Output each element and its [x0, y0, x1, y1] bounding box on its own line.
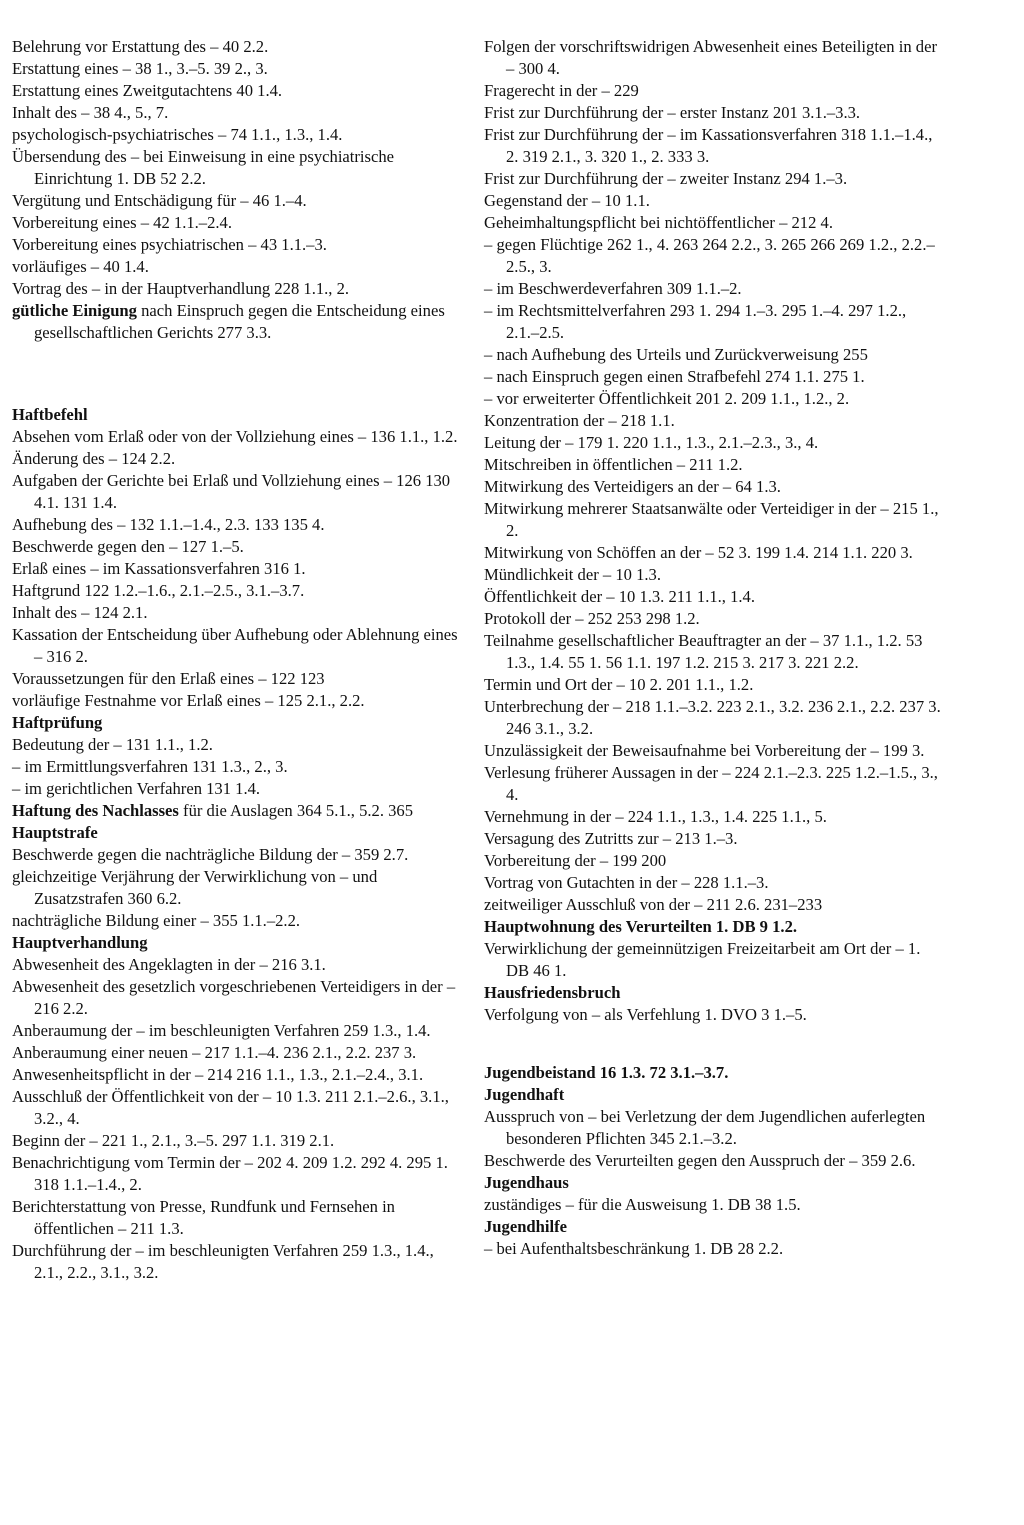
headword-jugendhaft: Jugendhaft — [484, 1085, 565, 1104]
index-entry: – bei Aufenthaltsbeschränkung 1. DB 28 2.2. — [484, 1239, 784, 1258]
headword: Haftung des Nachlasses — [12, 801, 179, 820]
index-entry: – im gerichtlichen Verfahren 131 1.4. — [12, 779, 261, 798]
index-subentry: – nach Aufhebung des Urteils und Zurückverweisung 255 — [484, 345, 868, 364]
index-subentry: – nach Einspruch gegen einen Strafbefehl 274 1.1. 275 1. — [484, 367, 865, 386]
index-entry: Inhalt des – 38 4., 5., 7. — [12, 103, 169, 122]
index-entry: Mündlichkeit der – 10 1.3. — [484, 565, 661, 584]
index-entry: zeitweiliger Ausschluß von der – 211 2.6. 231–233 — [484, 895, 823, 914]
index-entry: Gegenstand der – 10 1.1. — [484, 191, 650, 210]
index-entry: Beginn der – 221 1., 2.1., 3.–5. 297 1.1. 319 2.1. — [12, 1131, 335, 1150]
index-entry-guetliche-einigung — [12, 300, 466, 344]
index-entry: vorläufige Festnahme vor Erlaß eines – 125 2.1., 2.2. — [12, 691, 365, 710]
index-entry: Vergütung und Entschädigung für – 46 1.–4. — [12, 191, 307, 210]
index-entry: gleichzeitige Verjährung der Verwirklichung von – und Zusatzstrafen 360 6.2. — [12, 867, 378, 908]
index-entry: Anberaumung der – im beschleunigten Verfahren 259 1.3., 1.4. — [12, 1021, 431, 1040]
index-entry: Belehrung vor Erstattung des – 40 2.2. — [12, 37, 269, 56]
index-entry: Abwesenheit des gesetzlich vorgeschriebenen Verteidigers in der – 216 2.2. — [12, 977, 456, 1018]
index-entry: Änderung des – 124 2.2. — [12, 449, 176, 468]
index-entry: Anberaumung einer neuen – 217 1.1.–4. 236 2.1., 2.2. 237 3. — [12, 1043, 417, 1062]
index-entry: Frist zur Durchführung der – im Kassationsverfahren 318 1.1.–1.4., 2. 319 2.1., 3. 320 1., 2. 333 3. — [484, 125, 933, 166]
index-entry: Bedeutung der – 131 1.1., 1.2. — [12, 735, 213, 754]
index-entry: Vorbereitung der – 199 200 — [484, 851, 667, 870]
index-entry: Voraussetzungen für den Erlaß eines – 122 123 — [12, 669, 325, 688]
index-entry: Erstattung eines – 38 1., 3.–5. 39 2., 3. — [12, 59, 268, 78]
left-column — [12, 36, 466, 1284]
entry-text: nach Einspruch gegen die Entscheidung eines gesellschaftlichen Gerichts 277 3.3. — [34, 301, 445, 342]
headword-hauptstrafe: Hauptstrafe — [12, 823, 98, 842]
index-subentry: – im Rechtsmittelverfahren 293 1. 294 1.–3. 295 1.–4. 297 1.2., 2.1.–2.5. — [484, 301, 907, 342]
entry-text: für die Auslagen 364 5.1., 5.2. 365 — [183, 801, 414, 820]
index-entry: Absehen vom Erlaß oder von der Vollziehung eines – 136 1.1., 1.2. — [12, 427, 458, 446]
spacer — [12, 344, 466, 404]
index-entry: Beschwerde gegen den – 127 1.–5. — [12, 537, 244, 556]
headword-haftpruefung: Haftprüfung — [12, 713, 103, 732]
index-entry: Kassation der Entscheidung über Aufhebung oder Ablehnung eines – 316 2. — [12, 625, 458, 666]
index-subentry: – gegen Flüchtige 262 1., 4. 263 264 2.2., 3. 265 266 269 1.2., 2.2.–2.5., 3. — [484, 235, 935, 276]
index-entry: vorläufiges – 40 1.4. — [12, 257, 149, 276]
index-entry: psychologisch-psychiatrisches – 74 1.1., 1.3., 1.4. — [12, 125, 343, 144]
index-entry: Anwesenheitspflicht in der – 214 216 1.1., 1.3., 2.1.–2.4., 3.1. — [12, 1065, 424, 1084]
index-entry: Erlaß eines – im Kassationsverfahren 316 1. — [12, 559, 306, 578]
index-subentry: – im Beschwerdeverfahren 309 1.1.–2. — [484, 279, 742, 298]
headword-hauptwohnung: Hauptwohnung des Verurteilten 1. DB 9 1.2. — [484, 917, 798, 936]
index-entry: Aufgaben der Gerichte bei Erlaß und Vollziehung eines – 126 130 4.1. 131 1.4. — [12, 471, 451, 512]
headword-hausfriedensbruch: Hausfriedensbruch — [484, 983, 621, 1002]
index-entry: Ausspruch von – bei Verletzung der dem Jugendlichen auferlegten besonderen Pflichten 345 2.1.–3.2. — [484, 1107, 926, 1148]
index-subentry: – vor erweiterter Öffentlichkeit 201 2. 209 1.1., 1.2., 2. — [484, 389, 850, 408]
index-entry: Vernehmung in der – 224 1.1., 1.3., 1.4. 225 1.1., 5. — [484, 807, 827, 826]
index-entry: Übersendung des – bei Einweisung in eine psychiatrische Einrichtung 1. DB 52 2.2. — [12, 147, 395, 188]
index-entry: Verlesung früherer Aussagen in der – 224 2.1.–2.3. 225 1.2.–1.5., 3., 4. — [484, 763, 938, 804]
index-entry: Frist zur Durchführung der – erster Instanz 201 3.1.–3.3. — [484, 103, 861, 122]
right-column — [484, 36, 942, 1260]
spacer — [484, 1026, 942, 1062]
index-entry: Termin und Ort der – 10 2. 201 1.1., 1.2. — [484, 675, 754, 694]
index-entry: Geheimhaltungspflicht bei nichtöffentlicher – 212 4. — [484, 213, 833, 232]
index-entry: Haftgrund 122 1.2.–1.6., 2.1.–2.5., 3.1.–3.7. — [12, 581, 305, 600]
index-entry: Konzentration der – 218 1.1. — [484, 411, 675, 430]
headword-jugendhilfe: Jugendhilfe — [484, 1217, 567, 1236]
index-entry: zuständiges – für die Ausweisung 1. DB 38 1.5. — [484, 1195, 801, 1214]
index-entry: Inhalt des – 124 2.1. — [12, 603, 148, 622]
index-entry: Unterbrechung der – 218 1.1.–3.2. 223 2.1., 3.2. 236 2.1., 2.2. 237 3. 246 3.1., 3.2. — [484, 697, 941, 738]
index-entry: Fragerecht in der – 229 — [484, 81, 639, 100]
index-entry: – im Ermittlungsverfahren 131 1.3., 2., 3. — [12, 757, 288, 776]
index-entry: Ausschluß der Öffentlichkeit von der – 10 1.3. 211 2.1.–2.6., 3.1., 3.2., 4. — [12, 1087, 449, 1128]
index-entry-haftung — [12, 800, 466, 822]
index-entry: Vorbereitung eines psychiatrischen – 43 1.1.–3. — [12, 235, 327, 254]
index-entry: Frist zur Durchführung der – zweiter Instanz 294 1.–3. — [484, 169, 848, 188]
index-entry: Leitung der – 179 1. 220 1.1., 1.3., 2.1.–2.3., 3., 4. — [484, 433, 819, 452]
index-entry: Durchführung der – im beschleunigten Verfahren 259 1.3., 1.4., 2.1., 2.2., 3.1., 3.2. — [12, 1241, 434, 1282]
index-entry: Benachrichtigung vom Termin der – 202 4. 209 1.2. 292 4. 295 1. 318 1.1.–1.4., 2. — [12, 1153, 448, 1194]
index-entry: Erstattung eines Zweitgutachtens 40 1.4. — [12, 81, 283, 100]
index-entry: Beschwerde des Verurteilten gegen den Ausspruch der – 359 2.6. — [484, 1151, 916, 1170]
index-entry: Vortrag des – in der Hauptverhandlung 228 1.1., 2. — [12, 279, 350, 298]
headword: gütliche Einigung — [12, 301, 137, 320]
index-entry: Mitschreiben in öffentlichen – 211 1.2. — [484, 455, 743, 474]
index-entry: Öffentlichkeit der – 10 1.3. 211 1.1., 1.4. — [484, 587, 755, 606]
index-entry: nachträgliche Bildung einer – 355 1.1.–2.2. — [12, 911, 301, 930]
index-entry: Mitwirkung von Schöffen an der – 52 3. 199 1.4. 214 1.1. 220 3. — [484, 543, 913, 562]
headword-hauptverhandlung: Hauptverhandlung — [12, 933, 148, 952]
index-entry: Versagung des Zutritts zur – 213 1.–3. — [484, 829, 738, 848]
index-entry: Beschwerde gegen die nachträgliche Bildung der – 359 2.7. — [12, 845, 409, 864]
headword-jugendhaus: Jugendhaus — [484, 1173, 569, 1192]
index-entry: Abwesenheit des Angeklagten in der – 216 3.1. — [12, 955, 326, 974]
headword-haftbefehl: Haftbefehl — [12, 405, 88, 424]
index-entry: Verfolgung von – als Verfehlung 1. DVO 3 1.–5. — [484, 1005, 807, 1024]
index-entry: Folgen der vorschriftswidrigen Abwesenheit eines Beteiligten in der – 300 4. — [484, 37, 937, 78]
index-entry: Verwirklichung der gemeinnützigen Freizeitarbeit am Ort der – 1. DB 46 1. — [484, 939, 921, 980]
index-entry: Protokoll der – 252 253 298 1.2. — [484, 609, 700, 628]
index-entry: Berichterstattung von Presse, Rundfunk und Fernsehen in öffentlichen – 211 1.3. — [12, 1197, 395, 1238]
index-entry: Aufhebung des – 132 1.1.–1.4., 2.3. 133 135 4. — [12, 515, 325, 534]
index-entry: Unzulässigkeit der Beweisaufnahme bei Vorbereitung der – 199 3. — [484, 741, 925, 760]
block-gutachten — [12, 36, 466, 344]
index-entry: Teilnahme gesellschaftlicher Beauftragter an der – 37 1.1., 1.2. 53 1.3., 1.4. 55 1. 56 1.1. 197 1.2. 215 3. 217 3. 221 2.2. — [484, 631, 923, 672]
index-entry: Vortrag von Gutachten in der – 228 1.1.–3. — [484, 873, 769, 892]
index-entry: Mitwirkung des Verteidigers an der – 64 1.3. — [484, 477, 781, 496]
index-entry: Mitwirkung mehrerer Staatsanwälte oder Verteidiger in der – 215 1., 2. — [484, 499, 939, 540]
headword-jugendbeistand: Jugendbeistand 16 1.3. 72 3.1.–3.7. — [484, 1063, 729, 1082]
index-entry: Vorbereitung eines – 42 1.1.–2.4. — [12, 213, 232, 232]
